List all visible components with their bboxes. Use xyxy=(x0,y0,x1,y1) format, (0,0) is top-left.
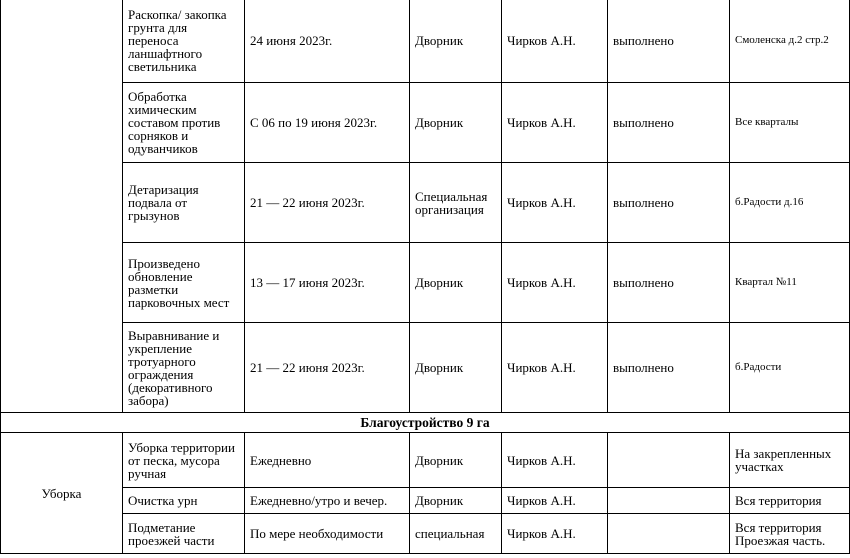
table-row xyxy=(1,163,850,243)
date-cell: 21 — 22 июня 2023г. xyxy=(245,163,410,243)
responsible-cell: Чирков А.Н. xyxy=(502,0,608,83)
table-row xyxy=(1,323,850,413)
place-cell: б.Радости xyxy=(730,323,850,413)
responsible-cell: Чирков А.Н. xyxy=(502,514,608,554)
place-cell: Вся территория xyxy=(730,488,850,514)
status-cell xyxy=(608,488,730,514)
place-cell: б.Радости д.16 xyxy=(730,163,850,243)
date-cell: Ежедневно/утро и вечер. xyxy=(245,488,410,514)
place-cell: На закрепленных участках xyxy=(730,433,850,488)
status-cell xyxy=(608,433,730,488)
status-cell: выполнено xyxy=(608,83,730,163)
table-row xyxy=(1,243,850,323)
date-cell: 21 — 22 июня 2023г. xyxy=(245,323,410,413)
responsible-cell: Чирков А.Н. xyxy=(502,488,608,514)
place-cell: Смоленска д.2 стр.2 xyxy=(730,0,850,83)
status-cell: выполнено xyxy=(608,0,730,83)
status-cell xyxy=(608,514,730,554)
status-cell: выполнено xyxy=(608,243,730,323)
section-row xyxy=(1,413,850,433)
executor-cell: Дворник xyxy=(410,323,502,413)
table-row xyxy=(1,433,850,488)
work-cell: Произведено обновление разметки парковочных мест xyxy=(123,243,245,323)
status-cell: выполнено xyxy=(608,323,730,413)
executor-cell: Дворник xyxy=(410,433,502,488)
table-row xyxy=(1,83,850,163)
executor-cell: Дворник xyxy=(410,488,502,514)
table-row xyxy=(1,514,850,554)
work-cell: Выравнивание и укрепление тротуарного ограждения (декоративного забора) xyxy=(123,323,245,413)
date-cell: По мере необходимости xyxy=(245,514,410,554)
executor-cell: Дворник xyxy=(410,83,502,163)
executor-cell: Специальная организация xyxy=(410,163,502,243)
table-row xyxy=(1,0,850,83)
status-cell: выполнено xyxy=(608,163,730,243)
executor-cell: специальная xyxy=(410,514,502,554)
table-row xyxy=(1,488,850,514)
responsible-cell: Чирков А.Н. xyxy=(502,243,608,323)
responsible-cell: Чирков А.Н. xyxy=(502,433,608,488)
date-cell: Ежедневно xyxy=(245,433,410,488)
executor-cell: Дворник xyxy=(410,0,502,83)
work-cell: Подметание проезжей части xyxy=(123,514,245,554)
work-cell: Обработка химическим составом против сорняков и одуванчиков xyxy=(123,83,245,163)
section-title: Благоустройство 9 га xyxy=(1,413,850,433)
category-cell xyxy=(1,0,123,413)
work-cell: Детаризация подвала от грызунов xyxy=(123,163,245,243)
place-cell: Квартал №11 xyxy=(730,243,850,323)
date-cell: С 06 по 19 июня 2023г. xyxy=(245,83,410,163)
date-cell: 24 июня 2023г. xyxy=(245,0,410,83)
responsible-cell: Чирков А.Н. xyxy=(502,83,608,163)
responsible-cell: Чирков А.Н. xyxy=(502,163,608,243)
work-cell: Очистка урн xyxy=(123,488,245,514)
date-cell: 13 — 17 июня 2023г. xyxy=(245,243,410,323)
work-cell: Раскопка/ закопка грунта для переноса ланшафтного светильника xyxy=(123,0,245,83)
executor-cell: Дворник xyxy=(410,243,502,323)
place-cell: Вся территория Проезжая часть. xyxy=(730,514,850,554)
responsible-cell: Чирков А.Н. xyxy=(502,323,608,413)
place-cell: Все кварталы xyxy=(730,83,850,163)
category-cell: Уборка xyxy=(1,433,123,554)
work-cell: Уборка территории от песка, мусора ручная xyxy=(123,433,245,488)
